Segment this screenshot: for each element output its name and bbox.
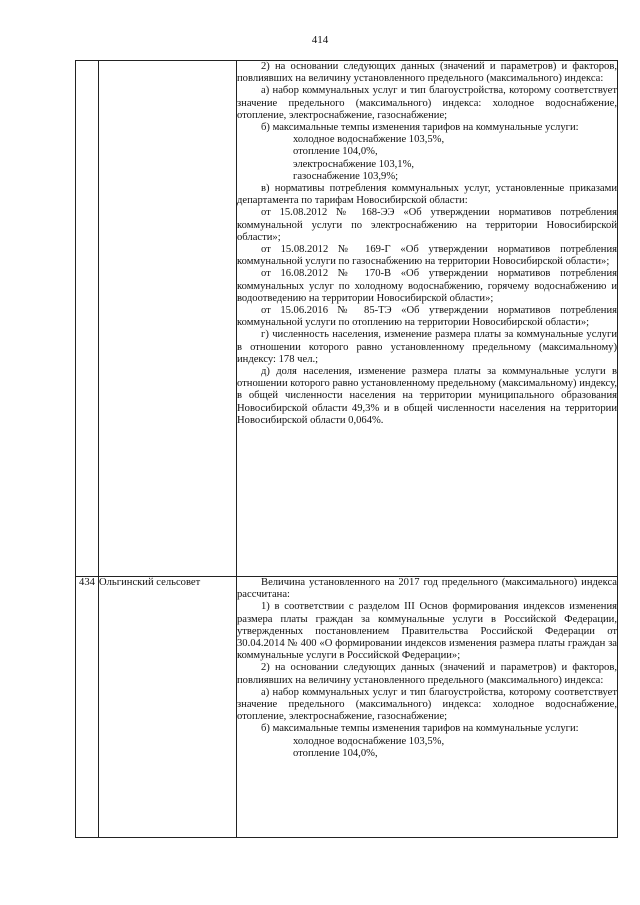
paragraph: а) набор коммунальных услуг и тип благоустройства, которому соответствует значение предельного (максимального) индекса: холодное водоснабжение, отопление, электроснабжение, газоснабжение; [237,85,617,121]
rate-item: газоснабжение 103,9%; [293,170,399,182]
row-content [237,61,618,577]
paragraph: от 16.08.2012 № 170-В «Об утверждении нормативов потребления коммунальных услуг по холодному водоснабжению, горячему водоснабжению и водоотведению на территории Новосибирской области»; [237,268,617,304]
paragraph: б) максимальные темпы изменения тарифов на коммунальные услуги: [261,122,579,134]
municipality-name: Ольгинский сельсовет [99,577,237,838]
rate-item: холодное водоснабжение 103,5%, [293,735,445,747]
paragraph: а) набор коммунальных услуг и тип благоустройства, которому соответствует значение предельного (максимального) индекса: холодное водоснабжение, отопление, электроснабжение, газоснабжение; [237,686,617,723]
row-number: 434 [76,577,99,838]
paragraph: от 15.06.2016 № 85-ТЭ «Об утверждении нормативов потребления коммунальной услуги по отоплению на территории Новосибирской области»; [237,305,617,329]
table-row [76,577,618,838]
tariff-table [75,60,618,838]
municipality-name [99,61,237,577]
paragraph: д) доля населения, изменение размера платы за коммунальные услуги в отношении которого равно установленному предельному (максимальному) индексу, в общей численности населения на территории муниципального образования Новосибирской области 49,3% и в общей численности населения на территории Новосибирской области 0,064%. [237,366,617,426]
paragraph: от 15.08.2012 № 169-Г «Об утверждении нормативов потребления коммунальной услуги по газоснабжению на территории Новосибирской области»; [237,244,617,268]
row-content [237,577,618,838]
row-number [76,61,99,577]
paragraph: 2) на основании следующих данных (значений и параметров) и факторов, повлиявших на величину установленного предельного (максимального) индекса: [237,662,617,686]
rate-item: электроснабжение 103,1%, [293,158,415,170]
paragraph: от 15.08.2012 № 168-ЭЭ «Об утверждении нормативов потребления коммунальной услуги по электроснабжению на территории Новосибирской области»; [237,207,617,243]
paragraph: в) нормативы потребления коммунальных услуг, установленные приказами департамента по тарифам Новосибирской области: [237,183,617,207]
rate-item: отопление 104,0%, [293,747,378,759]
rate-item: холодное водоснабжение 103,5%, [293,134,445,146]
paragraph: г) численность населения, изменение размера платы за коммунальные услуги в отношении которого равно установленному предельному (максимальному) индексу: 178 чел.; [237,329,617,365]
paragraph: б) максимальные темпы изменения тарифов на коммунальные услуги: [261,723,579,735]
paragraph: Величина установленного на 2017 год предельного (максимального) индекса рассчитана: [237,577,617,601]
rate-item: отопление 104,0%, [293,146,378,158]
paragraph: 1) в соответствии с разделом III Основ формирования индексов изменения размера платы граждан за коммунальные услуги в Российской Федерации, утвержденных постановлением Правительства Российской Федерации от 30.04.2014 № 400 «О формировании индексов изменения размера платы граждан за коммунальные услуги в Российской Федерации»; [237,601,617,662]
paragraph: 2) на основании следующих данных (значений и параметров) и факторов, повлиявших на величину установленного предельного (максимального) индекса: [237,61,617,85]
table-row [76,61,618,577]
page-number: 414 [311,34,329,46]
